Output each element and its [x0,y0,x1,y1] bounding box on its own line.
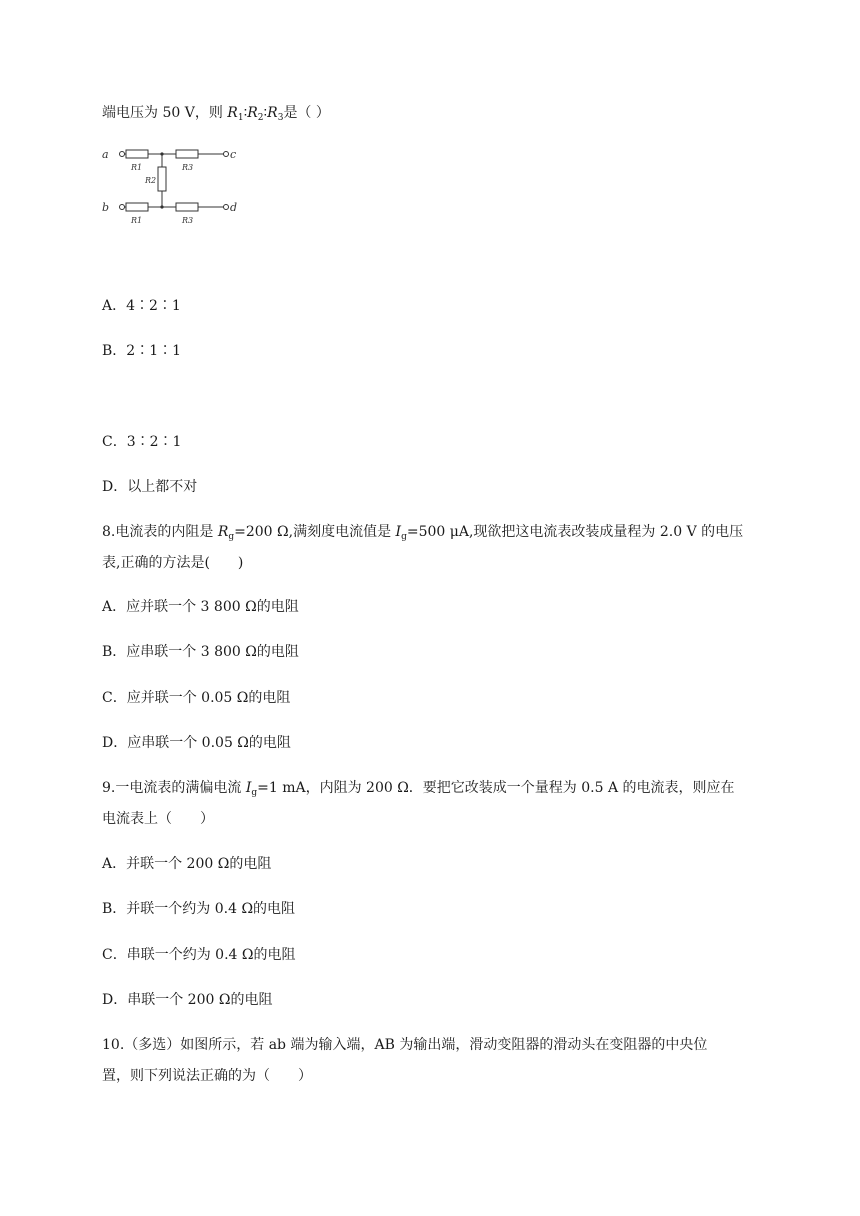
rg-symbol: R [217,524,229,540]
q9-option-d[interactable]: D．串联一个 200 Ω的电阻 [102,992,273,1008]
r1-subscript: 1 [237,113,244,123]
q7-option-c[interactable]: C．3∶2∶1 [102,434,182,450]
q10-stem-line2: 置，则下列说法正确的为（ ） [102,1068,312,1084]
q9-option-a[interactable]: A．并联一个 200 Ω的电阻 [102,856,272,872]
resistor-label-bottom-right: R3 [182,216,194,225]
resistor-label-bottom-left: R1 [131,216,143,225]
terminal-a-label: a [102,148,109,161]
terminal-b-label: b [102,201,110,214]
q7-stem [102,103,330,128]
q8-option-a[interactable]: A．应并联一个 3 800 Ω的电阻 [102,599,299,615]
rg-subscript: g [228,532,235,542]
q8-option-b[interactable]: B．应串联一个 3 800 Ω的电阻 [102,644,299,660]
q9-stem-line1 [102,778,735,803]
ratio-sep-2: ∶ [263,105,268,121]
q9-ig-symbol: I [245,780,252,796]
q9-option-b[interactable]: B．并联一个约为 0.4 Ω的电阻 [102,901,296,917]
q9-option-c[interactable]: C．串联一个约为 0.4 Ω的电阻 [102,947,296,963]
ig-subscript: g [401,532,407,542]
q8-text-b: =200 Ω,满刻度电流值是 [234,524,396,540]
r3-subscript: 3 [277,113,284,123]
terminal-d-label: d [230,201,238,214]
q9-ig-subscript: g [251,788,258,798]
q8-option-d[interactable]: D．应串联一个 0.05 Ω的电阻 [102,735,291,751]
r3-symbol: R [267,105,278,121]
q9-text-b: =1 mA，内阻为 200 Ω．要把它改装成一个量程为 0.5 A 的电流表，则应在 [257,780,735,796]
q7-stem-suffix: 是（ ） [283,105,330,121]
q8-stem-line2: 表,正确的方法是( ) [102,555,244,571]
circuit-diagram [100,140,240,228]
r2-symbol: R [247,105,258,121]
ig-symbol: I [395,524,402,540]
q8-text-a: 8.电流表的内阻是 [102,524,218,540]
resistor-label-top-right: R3 [182,163,194,172]
r2-subscript: 2 [257,113,264,123]
q8-stem-line1 [102,522,743,547]
q7-option-a[interactable]: A．4∶2∶1 [102,298,181,314]
q8-option-c[interactable]: C．应并联一个 0.05 Ω的电阻 [102,690,291,706]
q7-stem-prefix: 端电压为 50 V，则 [102,105,228,121]
r1-symbol: R [227,105,238,121]
q7-option-b[interactable]: B．2∶1∶1 [102,343,182,359]
q10-stem-line1: 10.（多选）如图所示，若 ab 端为输入端，AB 为输出端，滑动变阻器的滑动头在变阻器的中央位 [102,1037,708,1053]
terminal-c-label: c [230,148,237,161]
q9-stem-line2: 电流表上（ ） [102,811,214,827]
resistor-label-top-left: R1 [131,163,143,172]
resistor-label-middle: R2 [145,176,157,185]
q9-text-a: 9.一电流表的满偏电流 [102,780,246,796]
ratio-sep-1: ∶ [243,105,248,121]
q8-text-c: =500 μA,现欲把这电流表改装成量程为 2.0 V 的电压 [406,524,744,540]
q7-option-d[interactable]: D．以上都不对 [102,479,198,495]
